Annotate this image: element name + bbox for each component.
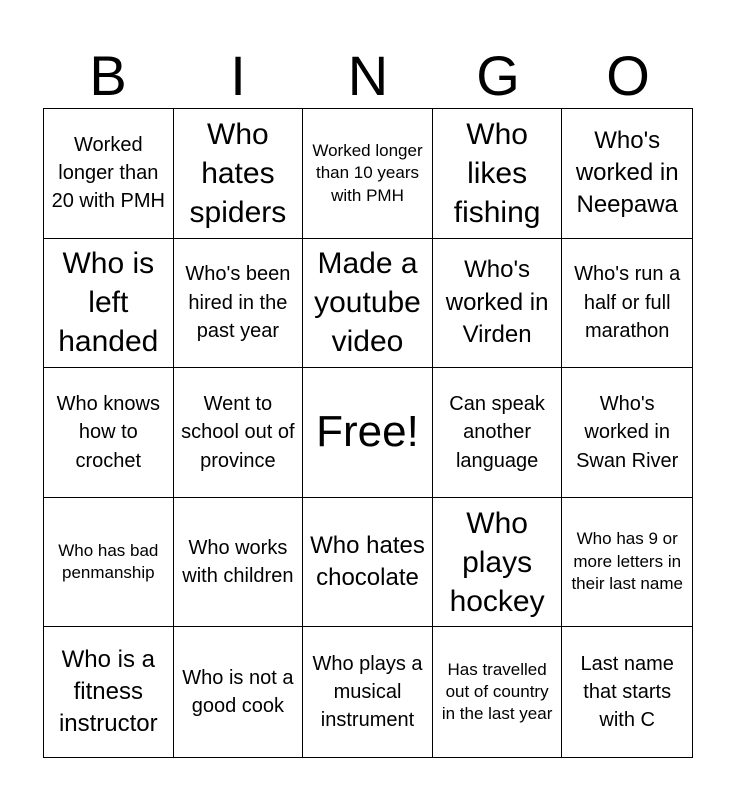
bingo-cell-r1c4[interactable] [433, 109, 563, 239]
bingo-cell-text: Went to school out of province [181, 392, 295, 472]
bingo-cell-r4c1[interactable] [44, 498, 174, 628]
bingo-cell-r1c1[interactable] [44, 109, 174, 239]
bingo-cell-r1c5[interactable] [562, 109, 692, 239]
bingo-cell-r4c5[interactable] [562, 498, 692, 628]
bingo-cell-text: Made a youtube video [314, 247, 421, 359]
bingo-cell-r3c2[interactable] [174, 368, 304, 498]
bingo-cell-text: Who is a fitness instructor [58, 645, 158, 738]
bingo-cell-r3c5[interactable] [562, 368, 692, 498]
bingo-cell-text: Who has 9 or more letters in their last name [571, 529, 683, 594]
bingo-cell-r5c2[interactable] [174, 627, 304, 757]
bingo-cell-r2c1[interactable] [44, 239, 174, 369]
bingo-cell-r2c3[interactable] [303, 239, 433, 369]
bingo-cell-text: Who's been hired in the past year [185, 263, 291, 343]
bingo-cell-r1c3[interactable] [303, 109, 433, 239]
bingo-cell-text: Who hates chocolate [310, 531, 425, 592]
bingo-cell-r5c3[interactable] [303, 627, 433, 757]
bingo-cell-text: Who plays a musical instrument [312, 652, 423, 732]
header-letter-i: I [230, 44, 246, 107]
bingo-cell-text: Last name that starts with C [580, 652, 674, 732]
bingo-cell-text: Who has bad penmanship [58, 540, 159, 583]
header-letter-n: N [347, 44, 389, 107]
bingo-cell-r2c4[interactable] [433, 239, 563, 369]
bingo-cell-text: Who likes fishing [453, 117, 541, 229]
bingo-cell-r5c4[interactable] [433, 627, 563, 757]
bingo-cell-r3c4[interactable] [433, 368, 563, 498]
bingo-cell-text: Worked longer than 10 years with PMH [312, 140, 423, 205]
bingo-cell-r3c1[interactable] [44, 368, 174, 498]
bingo-cell-text: Who's run a half or full marathon [574, 263, 681, 343]
header-letter-o: O [606, 44, 650, 107]
bingo-cell-r5c1[interactable] [44, 627, 174, 757]
bingo-board [43, 108, 693, 758]
bingo-cell-r5c5[interactable] [562, 627, 692, 757]
bingo-cell-text: Who's worked in Swan River [576, 392, 679, 472]
bingo-cell-r2c5[interactable] [562, 239, 692, 369]
header-letter-b: B [89, 44, 127, 107]
bingo-cell-text: Can speak another language [449, 392, 545, 472]
bingo-cell-free[interactable] [303, 368, 433, 498]
bingo-cell-text: Who is left handed [58, 247, 159, 359]
bingo-cell-text: Has travelled out of country in the last year [441, 659, 553, 724]
bingo-cell-text: Who plays hockey [449, 506, 545, 618]
bingo-cell-text: Who's worked in Virden [445, 256, 549, 349]
bingo-cell-text: Worked longer than 20 with PMH [51, 133, 165, 213]
bingo-header [43, 44, 693, 108]
bingo-cell-r2c2[interactable] [174, 239, 304, 369]
bingo-cell-text: Who works with children [182, 536, 294, 588]
bingo-cell-text: Who's worked in Neepawa [575, 126, 679, 219]
bingo-cell-text: Free! [316, 407, 419, 457]
bingo-cell-text: Who hates spiders [189, 117, 287, 229]
bingo-cell-text: Who knows how to crochet [56, 392, 160, 472]
bingo-cell-r4c3[interactable] [303, 498, 433, 628]
bingo-cell-text: Who is not a good cook [182, 666, 294, 718]
bingo-cell-r1c2[interactable] [174, 109, 304, 239]
bingo-cell-r4c2[interactable] [174, 498, 304, 628]
header-letter-g: G [476, 44, 520, 107]
bingo-cell-r4c4[interactable] [433, 498, 563, 628]
